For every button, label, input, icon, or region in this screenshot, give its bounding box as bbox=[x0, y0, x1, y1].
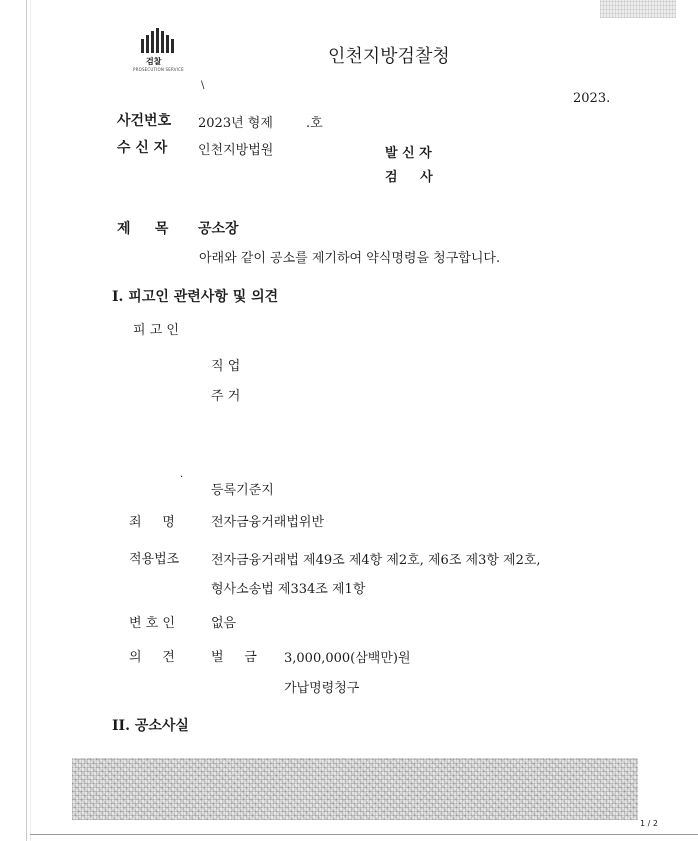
charge-label: 죄 명 bbox=[129, 515, 175, 530]
recipient-value: 인천지방법원 bbox=[198, 143, 274, 158]
provisional-payment: 가납명령청구 bbox=[284, 681, 360, 696]
logo-word: 검찰 bbox=[146, 57, 162, 66]
scan-noise-top bbox=[600, 0, 676, 18]
page-bottom-edge bbox=[30, 834, 698, 835]
fine-value: 3,000,000(삼백만)원 bbox=[284, 651, 411, 666]
occupation-label: 직 업 bbox=[211, 359, 241, 374]
office-title: 인천지방검찰청 bbox=[328, 46, 450, 67]
charge-value: 전자금융거래법위반 bbox=[211, 515, 325, 530]
sender-label: 발 신 자 bbox=[385, 146, 432, 161]
tick-mark: \ bbox=[201, 80, 205, 91]
defendant-label: 피 고 인 bbox=[133, 323, 179, 338]
statute-label: 적용법조 bbox=[129, 552, 180, 567]
prosecution-logo-icon bbox=[141, 28, 175, 53]
page-number: 1 / 2 bbox=[640, 819, 658, 828]
section2-heading: II. 공소사실 bbox=[112, 718, 189, 734]
lawyer-value: 없음 bbox=[211, 616, 237, 631]
document-date: 2023. bbox=[573, 91, 611, 106]
statute-line1: 전자금융거래법 제49조 제4항 제2호, 제6조 제3항 제2호, bbox=[211, 553, 541, 568]
case-number-value: 2023년 형제 bbox=[198, 116, 273, 131]
case-number-suffix: .호 bbox=[306, 116, 323, 131]
subject-title: 공소장 bbox=[198, 221, 239, 237]
fine-label: 벌 금 bbox=[211, 650, 257, 665]
statute-line2: 형사소송법 제334조 제1항 bbox=[211, 582, 366, 597]
scan-edge bbox=[26, 0, 27, 841]
recipient-label: 수 신 자 bbox=[117, 140, 168, 156]
address-label: 주 거 bbox=[211, 389, 241, 404]
redacted-scan-noise bbox=[72, 758, 638, 820]
registry-label: 등록기준지 bbox=[211, 483, 274, 498]
lawyer-label: 변 호 인 bbox=[129, 616, 175, 631]
registry-dot: · bbox=[180, 472, 184, 483]
case-number-label: 사건번호 bbox=[117, 113, 172, 129]
subject-label: 제 목 bbox=[117, 221, 169, 237]
section1-heading: I. 피고인 관련사항 및 의견 bbox=[112, 289, 279, 305]
subject-body: 아래와 같이 공소를 제기하여 약식명령을 청구합니다. bbox=[199, 251, 501, 266]
scan-edge-shadow bbox=[30, 0, 31, 841]
prosecutor-label: 검 사 bbox=[385, 170, 433, 185]
logo-subtitle: PROSECUTION SERVICE bbox=[133, 67, 184, 72]
opinion-label: 의 견 bbox=[129, 650, 175, 665]
